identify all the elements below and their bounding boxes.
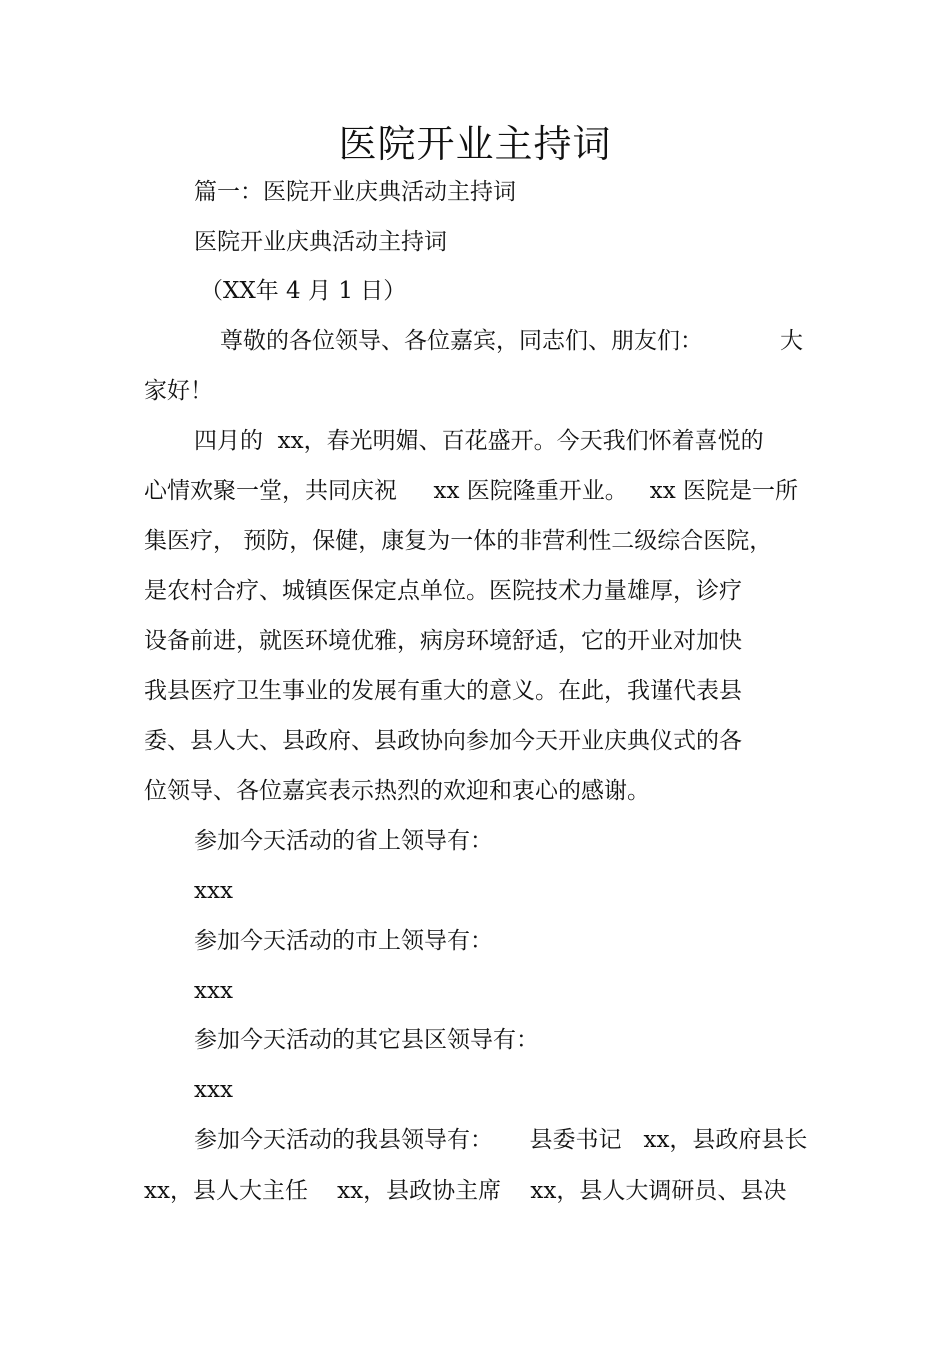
document-title: 医院开业主持词 [338, 122, 612, 166]
subtitle-line: 医院开业庆典活动主持词 [194, 229, 447, 255]
paragraph-line: 位领导、各位嘉宾表示热烈的欢迎和衷心的感谢。 [144, 778, 650, 804]
paragraph-line: 集医疗， 预防，保健，康复为一体的非营利性二级综合医院， [144, 528, 773, 554]
paragraph-line: 设备前进，就医环境优雅，病房环境舒适，它的开业对加快 [144, 628, 742, 654]
leaders-value-city: xxx [194, 978, 233, 1004]
greeting-continuation: 家好！ [144, 378, 213, 404]
paragraph-line: 是农村合疗、城镇医保定点单位。医院技术力量雄厚，诊疗 [144, 578, 742, 604]
leaders-county-list: xx，县人大主任 xx，县政协主席 xx，县人大调研员、县决 [144, 1178, 787, 1204]
paragraph-line: 四月的 xx，春光明媚、百花盛开。今天我们怀着喜悦的 [194, 428, 764, 454]
paragraph-line: 我县医疗卫生事业的发展有重大的意义。在此，我谨代表县 [144, 678, 742, 704]
leaders-value-province: xxx [194, 878, 233, 904]
paragraph-line: 委、县人大、县政府、县政协向参加今天开业庆典仪式的各 [144, 728, 742, 754]
leaders-heading-city: 参加今天活动的市上领导有： [194, 928, 493, 954]
section-heading: 篇一：医院开业庆典活动主持词 [194, 179, 516, 205]
leaders-value-other-counties: xxx [194, 1077, 233, 1103]
greeting-line-end: 大 [780, 328, 803, 354]
leaders-heading-county: 参加今天活动的我县领导有： 县委书记 xx，县政府县长 [194, 1127, 808, 1153]
leaders-heading-province: 参加今天活动的省上领导有： [194, 828, 493, 854]
paragraph-line: 心情欢聚一堂，共同庆祝 xx 医院隆重开业。 xx 医院是一所 [144, 478, 798, 504]
greeting-line: 尊敬的各位领导、各位嘉宾，同志们、朋友们： [220, 328, 703, 354]
date-line: （XX年 4 月 1 日） [200, 278, 407, 304]
leaders-heading-other-counties: 参加今天活动的其它县区领导有： [194, 1027, 539, 1053]
